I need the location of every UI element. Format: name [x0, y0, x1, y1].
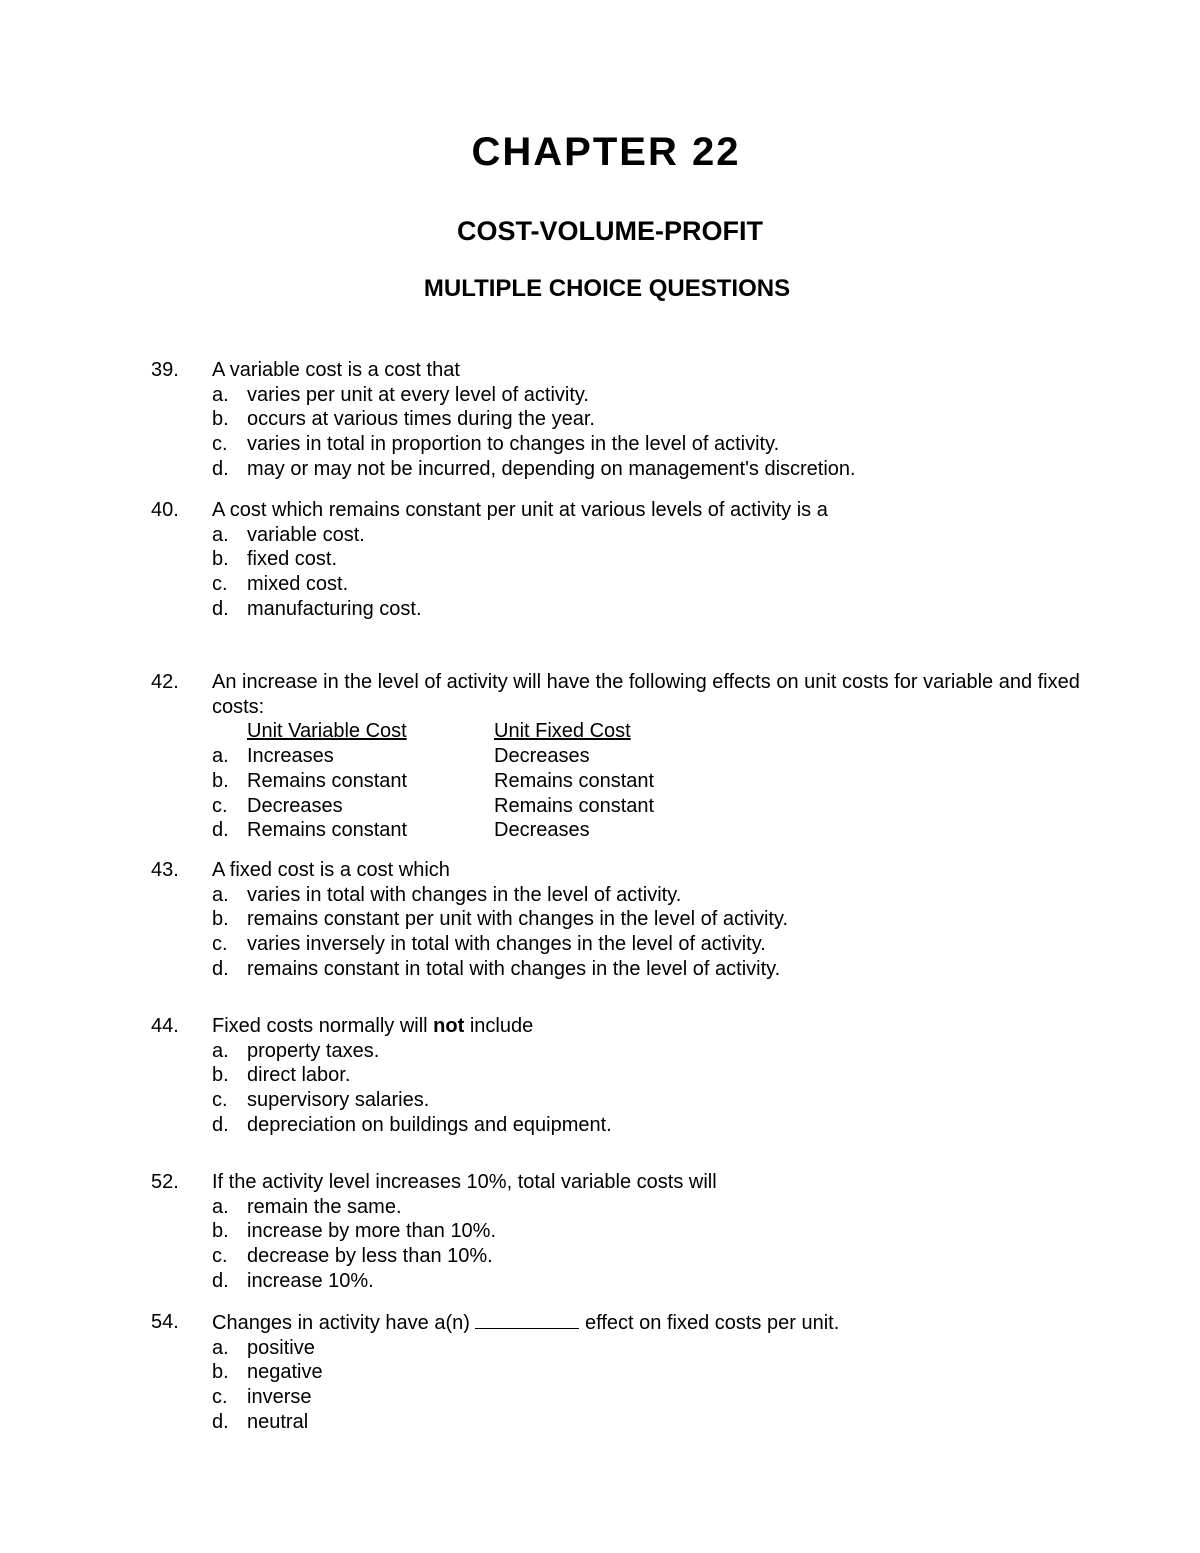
question-number: 44.: [151, 1015, 179, 1037]
question-text-emphasis: not: [433, 1015, 465, 1037]
question-stem: [151, 1014, 1081, 1039]
option-col2: Decreases: [494, 745, 590, 768]
option-text: remains constant in total with changes in the level of activity.: [247, 957, 781, 980]
question-number: 42.: [151, 671, 179, 693]
option-letter: d.: [212, 457, 229, 480]
option-letter: d.: [212, 819, 229, 842]
question-number: 54.: [151, 1311, 179, 1333]
option-c: [151, 1385, 1081, 1410]
option-text: property taxes.: [247, 1039, 380, 1062]
question-stem: [151, 858, 1081, 883]
question-stem: [151, 1310, 1081, 1336]
question-42: [151, 670, 1081, 843]
option-a: [151, 883, 1081, 908]
option-b: [151, 907, 1081, 932]
option-text: direct labor.: [247, 1064, 351, 1087]
question-text-before: Changes in activity have a(n): [212, 1312, 476, 1334]
question-text-before: Fixed costs normally will: [212, 1015, 434, 1037]
option-text: variable cost.: [247, 523, 365, 546]
section-title: COST-VOLUME-PROFIT: [457, 216, 763, 246]
question-43: [151, 858, 1081, 982]
option-a: [151, 1336, 1081, 1361]
column-header-unit-fixed-cost: Unit Fixed Cost: [494, 720, 631, 743]
option-b: [151, 1219, 1081, 1244]
option-c: [151, 932, 1081, 957]
option-text: varies per unit at every level of activity.: [247, 383, 589, 406]
option-letter: d.: [212, 597, 229, 620]
option-letter: a.: [212, 745, 229, 768]
question-52: [151, 1170, 1081, 1294]
option-d: [151, 1269, 1081, 1294]
option-b: [151, 1360, 1081, 1385]
question-number: 39.: [151, 359, 179, 381]
option-letter: b.: [212, 908, 229, 931]
option-letter: a.: [212, 1195, 229, 1218]
option-letter: b.: [212, 1064, 229, 1087]
option-letter: a.: [212, 1039, 229, 1062]
option-c: [151, 572, 1081, 597]
column-headers: [151, 719, 1081, 744]
column-header-unit-variable-cost: Unit Variable Cost: [247, 720, 407, 743]
question-text-after: include: [464, 1015, 534, 1037]
question-text: A variable cost is a cost that: [212, 359, 460, 381]
option-a: [151, 744, 1081, 769]
option-letter: d.: [212, 1269, 229, 1292]
option-text: mixed cost.: [247, 573, 349, 596]
question-stem: [151, 498, 1081, 523]
option-b: [151, 1063, 1081, 1088]
option-c: [151, 1244, 1081, 1269]
option-text: inverse: [247, 1386, 312, 1409]
question-text: A cost which remains constant per unit at various levels of activity is a: [212, 499, 828, 521]
subsection-title: MULTIPLE CHOICE QUESTIONS: [423, 275, 791, 302]
option-d: [151, 457, 1081, 482]
option-col1: Remains constant: [247, 819, 408, 842]
option-letter: c.: [212, 794, 228, 817]
option-text: neutral: [247, 1410, 309, 1433]
option-text: positive: [247, 1336, 315, 1359]
question-text: A fixed cost is a cost which: [212, 859, 450, 881]
question-text: If the activity level increases 10%, total variable costs will: [212, 1171, 717, 1193]
option-text: may or may not be incurred, depending on management's discretion.: [247, 457, 856, 480]
option-letter: a.: [212, 1336, 229, 1359]
option-text: varies in total in proportion to changes in the level of activity.: [247, 433, 780, 456]
option-a: [151, 1195, 1081, 1220]
option-a: [151, 383, 1081, 408]
option-d: [151, 1410, 1081, 1435]
option-a: [151, 1039, 1081, 1064]
option-c: [151, 432, 1081, 457]
option-c: [151, 794, 1081, 819]
option-letter: d.: [212, 1113, 229, 1136]
question-text-after: effect on fixed costs per unit.: [579, 1312, 840, 1334]
option-letter: d.: [212, 957, 229, 980]
option-text: fixed cost.: [247, 548, 338, 571]
option-d: [151, 818, 1081, 843]
option-text: supervisory salaries.: [247, 1089, 430, 1112]
option-col1: Increases: [247, 745, 334, 768]
option-letter: c.: [212, 1089, 228, 1112]
question-number: 52.: [151, 1171, 179, 1193]
option-letter: c.: [212, 433, 228, 456]
option-b: [151, 547, 1081, 572]
question-number: 40.: [151, 499, 179, 521]
chapter-title: CHAPTER 22: [471, 130, 741, 174]
option-text: occurs at various times during the year.: [247, 408, 595, 431]
option-b: [151, 407, 1081, 432]
answer-blank: [475, 1310, 579, 1329]
option-letter: c.: [212, 933, 228, 956]
option-text: negative: [247, 1361, 323, 1384]
option-d: [151, 1113, 1081, 1138]
question-54: [151, 1310, 1081, 1435]
question-40: [151, 498, 1081, 622]
option-letter: b.: [212, 408, 229, 431]
question-39: [151, 358, 1081, 482]
option-c: [151, 1088, 1081, 1113]
question-44: [151, 1014, 1081, 1138]
option-col2: Remains constant: [494, 794, 655, 817]
question-stem: [151, 670, 1081, 719]
option-letter: c.: [212, 1386, 228, 1409]
option-text: remain the same.: [247, 1195, 402, 1218]
option-text: manufacturing cost.: [247, 597, 422, 620]
option-letter: b.: [212, 769, 229, 792]
option-col1: Decreases: [247, 794, 343, 817]
question-text: An increase in the level of activity will have the following effects on unit costs for variable and fixed costs:: [212, 671, 1080, 718]
option-letter: d.: [212, 1410, 229, 1433]
option-col1: Remains constant: [247, 769, 408, 792]
option-text: increase by more than 10%.: [247, 1220, 497, 1243]
option-letter: b.: [212, 1220, 229, 1243]
option-b: [151, 769, 1081, 794]
option-text: varies in total with changes in the level of activity.: [247, 883, 682, 906]
option-text: decrease by less than 10%.: [247, 1245, 493, 1268]
option-letter: c.: [212, 1245, 228, 1268]
option-text: depreciation on buildings and equipment.: [247, 1113, 612, 1136]
question-number: 43.: [151, 859, 179, 881]
option-letter: a.: [212, 523, 229, 546]
option-letter: b.: [212, 1361, 229, 1384]
option-text: varies inversely in total with changes in the level of activity.: [247, 933, 766, 956]
option-col2: Remains constant: [494, 769, 655, 792]
option-text: increase 10%.: [247, 1269, 374, 1292]
option-letter: c.: [212, 573, 228, 596]
option-d: [151, 597, 1081, 622]
question-stem: [151, 358, 1081, 383]
option-letter: a.: [212, 883, 229, 906]
option-col2: Decreases: [494, 819, 590, 842]
option-letter: b.: [212, 548, 229, 571]
option-a: [151, 523, 1081, 548]
option-letter: a.: [212, 383, 229, 406]
option-text: remains constant per unit with changes in the level of activity.: [247, 908, 789, 931]
option-d: [151, 957, 1081, 982]
question-stem: [151, 1170, 1081, 1195]
